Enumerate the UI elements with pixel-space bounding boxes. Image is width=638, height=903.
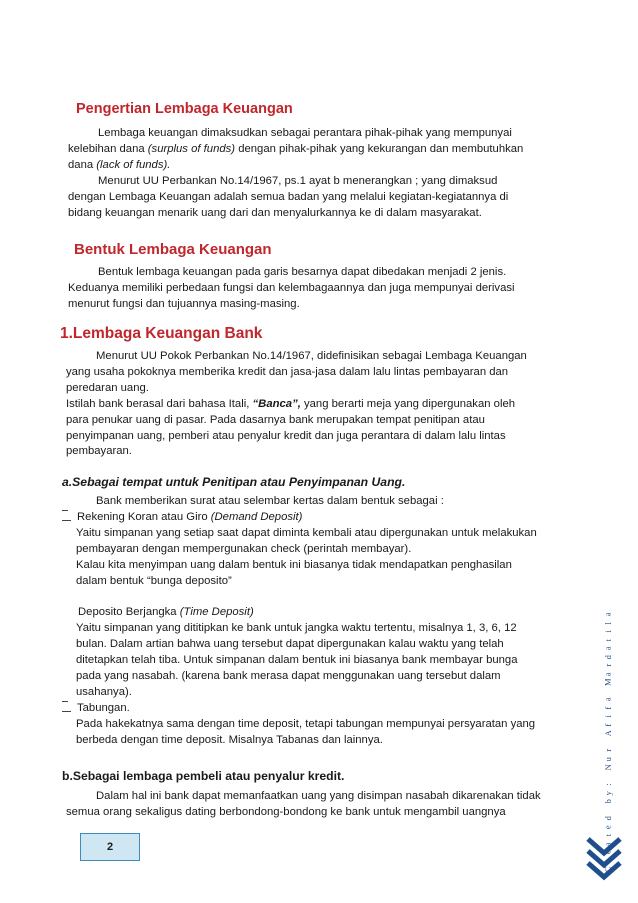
paragraph-pengertian: Lembaga keuangan dimaksudkan sebagai perantara pihak-pihak yang mempunyai kelebihan dana (surplus of funds) dengan pihak-pihak yang kekurangan dan membutuhkan dana (lack of funds). Menurut UU Perbankan No.14/1967, ps.1 ayat b menerangkan ; yang dimaksud dengan Lembaga Keuangan adalah semua badan yang melalui kegiatan-kegiatannya di bidang keuangan menarik uang dari dan menyalurkannya ke di dalam masyarakat. [68, 127, 524, 219]
heading-bank: 1.Lembaga Keuangan Bank [60, 325, 263, 342]
heading-pengertian: Pengertian Lembaga Keuangan [76, 101, 293, 117]
page-number: 2 [106, 841, 114, 853]
credit-char: f [602, 706, 613, 710]
credit-char: a [602, 671, 613, 676]
credit-char: f [602, 723, 613, 727]
paragraph-bank: Menurut UU Pokok Perbankan No.14/1967, didefinisikan sebagai Lembaga Keuangan yang usaha pokoknya memberika kredit dan jasa-jasa dalam lalu lintas pembayaran dan peredaran uang. Istilah bank berasal dari bahasa Itali, “Banca”, yang berarti meja yang dipergunakan oleh para penukar uang di pasar. Pada dasarnya bank merupakan tempat penitipan atau penyimpanan uang, pemberi atau penyalur kredit dan juga perantara di dalam lalu lintas pembayaran. [66, 350, 527, 458]
credit-char: i [602, 715, 613, 718]
credit-char: u [602, 756, 613, 761]
credit-char: M [602, 678, 613, 687]
credit-char [604, 775, 613, 777]
credit-char: r [602, 748, 613, 752]
heading-pembeli-kredit: b.Sebagai lembaga pembeli atau penyalur kredit. [62, 769, 345, 783]
paragraph-bentuk: Bentuk lembaga keuangan pada garis besarnya dapat dibedakan menjadi 2 jenis. Keduanya memiliki perbedaan fungsi dan kelembagaannya dan juga mempunyai derivasi menurut fungsi dan tujuannya masing-masing. [68, 266, 515, 310]
heading-bentuk: Bentuk Lembaga Keuangan [74, 241, 272, 258]
bullet-icon [62, 510, 71, 521]
credit-char: i [602, 630, 613, 633]
author-credit-vertical [586, 610, 630, 873]
credit-char: : [602, 783, 613, 786]
heading-penitipan: a.Sebagai tempat untuk Penitipan atau Penyimpanan Uang. [62, 475, 406, 489]
credit-char: A [602, 730, 613, 737]
page-number-box [80, 833, 140, 861]
item-deposito-label: Deposito Berjangka [78, 606, 177, 619]
credit-char: r [602, 663, 613, 667]
double-chevron-down-icon[interactable] [584, 835, 624, 883]
credit-char: y [602, 790, 613, 795]
credit-char: d [602, 654, 613, 659]
credit-char: d [602, 816, 613, 821]
item-tabungan-label: Tabungan. [77, 701, 130, 714]
credit-char: e [602, 850, 613, 855]
credit-char [604, 741, 613, 743]
credit-char: l [602, 621, 613, 624]
credit-char: a [602, 697, 613, 702]
paragraph-pembeli-kredit: Dalam hal ini bank dapat memanfaatkan uang yang disimpan nasabah dikarenakan tidak semua orang sekaligus dating berbondong-bondong ke bank untuk mengambil uangnya [66, 790, 541, 818]
item-giro-label: Rekening Koran atau Giro [77, 510, 208, 523]
paragraph-penitipan: Bank memberikan surat atau selembar kertas dalam bentuk sebagai : Rekening Koran atau Giro (Demand Deposit) Yaitu simpanan yang setiap saat dapat diminta kembali atau dipergunakan untuk melakukan pembayaran dengan mempergunakan check (perintah membayar). Kalau kita menyimpan uang dalam bentuk ini biasanya tidak mendapatkan penghasilan dalam bentuk “bunga deposito” Deposito Berjangka (Time Deposit) Yaitu simpanan yang dititipkan ke bank untuk jangka waktu tertentu, misalnya 1, 3, 6, 12 bulan. Dalam artian bahwa uang tersebut dapat dipergunakan kalau waktu yang telah ditetapkan telah tiba. Untuk simpanan dalam bentuk ini biasanya bank membayar bunga pada yang nasabah. (karena bank merasa dapat menggunakan uang tersebut dalam usahanya). Tabungan. Pada hakekatnya sama dengan time deposit, tetapi tabungan mempunyai persyaratan yang berbeda dengan time deposit. Misalnya Tabanas dan lainnya. [62, 494, 568, 748]
credit-char: t [602, 638, 613, 641]
credit-char: a [602, 612, 613, 617]
credit-char: t [602, 834, 613, 837]
credit-char: b [602, 799, 613, 804]
credit-char: C [602, 866, 613, 873]
credit-char: e [602, 824, 613, 829]
bullet-icon [62, 701, 71, 712]
credit-char [604, 690, 613, 692]
credit-char: a [602, 646, 613, 651]
credit-char: N [602, 764, 613, 771]
credit-char: a [602, 841, 613, 846]
credit-char [604, 809, 613, 811]
credit-char: r [602, 859, 613, 863]
